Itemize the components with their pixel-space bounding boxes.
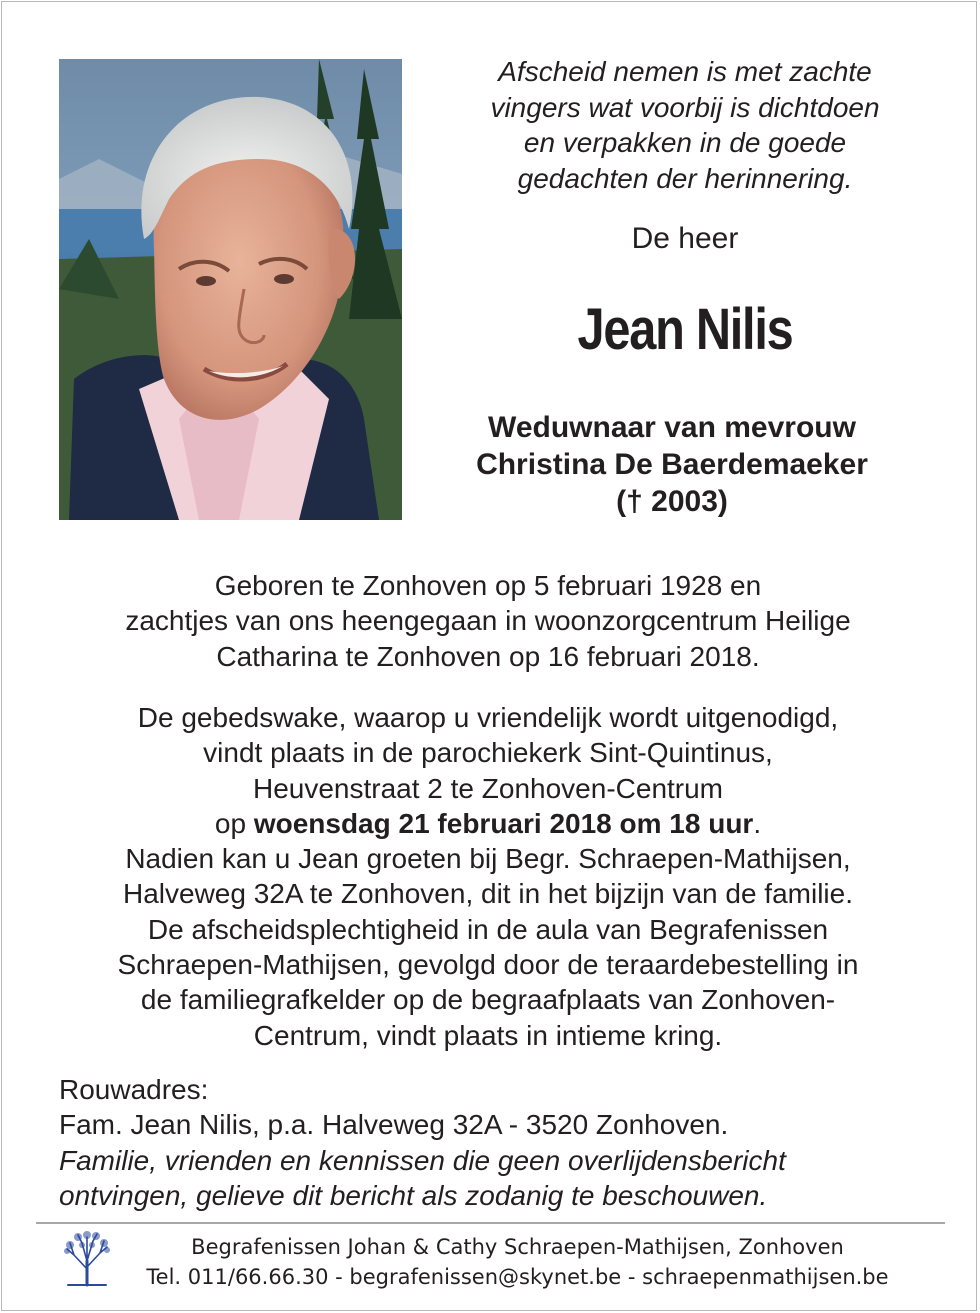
paragraph-line: Heuvenstraat 2 te Zonhoven-Centrum bbox=[252, 772, 724, 804]
date-prefix: op bbox=[214, 807, 254, 839]
poem-line: Afscheid nemen is met zachte bbox=[498, 56, 872, 87]
spouse-info bbox=[422, 409, 922, 520]
address-note: ontvingen, gelieve dit bericht als zodanig te beschouwen. bbox=[59, 1179, 768, 1211]
poem-line: vingers wat voorbij is dichtdoen bbox=[490, 91, 880, 123]
date-suffix: . bbox=[753, 807, 762, 839]
spouse-line: Christina De Baerdemaeker bbox=[476, 448, 868, 481]
address-label: Rouwadres: bbox=[59, 1074, 209, 1105]
paragraph-line: Schraepen-Mathijsen, gevolgd door de teraardebestelling in bbox=[117, 949, 859, 981]
funeral-home-footer bbox=[125, 1232, 910, 1292]
tree-logo-icon bbox=[62, 1231, 112, 1287]
paragraph-line: zachtjes van ons heengegaan in woonzorgcentrum Heilige bbox=[125, 605, 851, 637]
paragraph-line: vindt plaats in de parochiekerk Sint-Quintinus, bbox=[203, 737, 773, 769]
wake-date-line bbox=[40, 806, 936, 841]
paragraph-line: Nadien kan u Jean groeten bij Begr. Schraepen-Mathijsen, bbox=[125, 843, 851, 875]
address-note: Familie, vrienden en kennissen die geen overlijdensbericht bbox=[59, 1144, 786, 1176]
spouse-line: Weduwnaar van mevrouw bbox=[488, 411, 856, 444]
mourning-address bbox=[59, 1072, 786, 1213]
footer-divider bbox=[36, 1222, 945, 1224]
portrait-photo bbox=[59, 59, 402, 520]
paragraph-line: Catharina te Zonhoven op 16 februari 2018. bbox=[216, 640, 760, 672]
paragraph-line: De gebedswake, waarop u vriendelijk wordt uitgenodigd, bbox=[137, 702, 839, 733]
paragraph-line: Halveweg 32A te Zonhoven, dit in het bijzijn van de familie. bbox=[123, 878, 853, 910]
poem-line: gedachten der herinnering. bbox=[517, 162, 853, 194]
poem-line: en verpakken in de goede bbox=[523, 127, 847, 158]
paragraph-line: De afscheidsplechtigheid in de aula van Begrafenissen bbox=[147, 913, 829, 945]
ceremony-paragraph bbox=[40, 700, 936, 1053]
paragraph-line: Geboren te Zonhoven op 5 februari 1928 en bbox=[214, 570, 762, 601]
spouse-line: († 2003) bbox=[616, 485, 728, 518]
poem bbox=[435, 54, 935, 196]
deceased-name: Jean Nilis bbox=[577, 297, 793, 362]
paragraph-line: de familiegrafkelder op de begraafplaats van Zonhoven- bbox=[140, 984, 836, 1016]
birth-death-paragraph bbox=[40, 568, 936, 674]
funeral-home-contact: Tel. 011/66.66.30 - begrafenissen@skynet.be - schraepenmathijsen.be bbox=[146, 1265, 889, 1289]
funeral-home-name: Begrafenissen Johan & Cathy Schraepen-Mathijsen, Zonhoven bbox=[191, 1235, 844, 1259]
paragraph-line: Centrum, vindt plaats in intieme kring. bbox=[253, 1019, 723, 1051]
wake-date: woensdag 21 februari 2018 om 18 uur bbox=[253, 807, 754, 839]
honorific: De heer bbox=[631, 222, 739, 255]
address-line: Fam. Jean Nilis, p.a. Halveweg 32A - 3520 Zonhoven. bbox=[59, 1109, 729, 1141]
